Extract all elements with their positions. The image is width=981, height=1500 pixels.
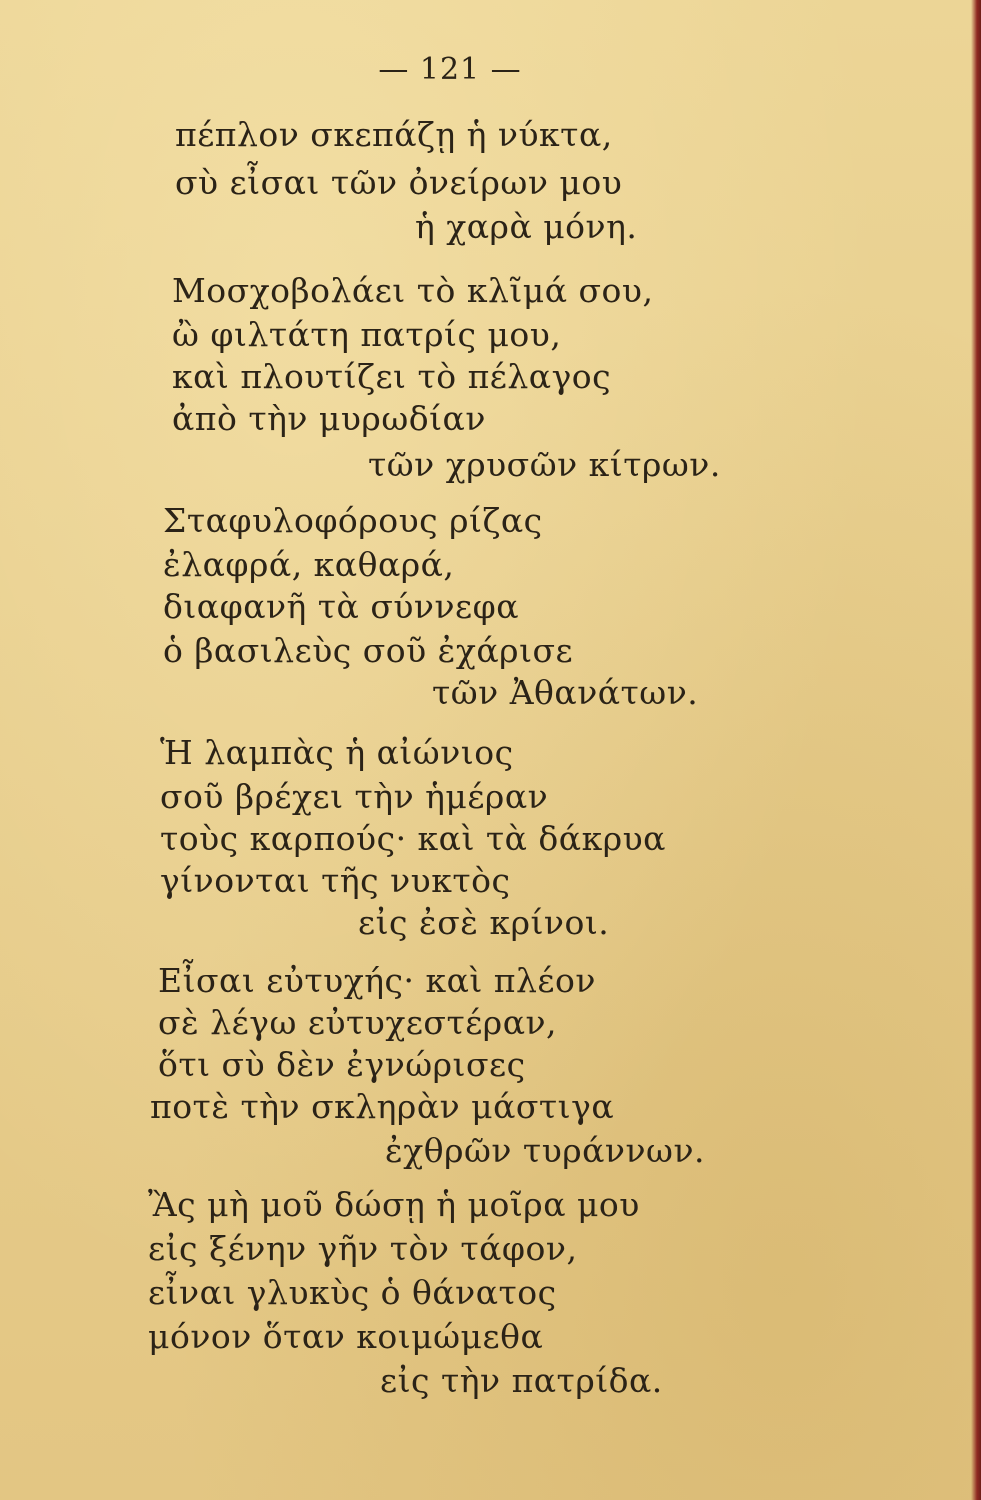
verse-line: ἐλαφρά, καθαρά,: [163, 545, 455, 584]
verse-line: ὅτι σὺ δὲν ἐγνώρισες: [158, 1045, 526, 1084]
verse-line: Σταφυλοφόρους ρίζας: [163, 501, 543, 540]
verse-line: Εἶσαι εὐτυχής· καὶ πλέον: [158, 961, 596, 1000]
verse-line: σὲ λέγω εὐτυχεστέραν,: [158, 1003, 558, 1042]
verse-line: εἰς ξένην γῆν τὸν τάφον,: [148, 1229, 578, 1268]
verse-line: Ἂς μὴ μοῦ δώσῃ ἡ μοῖρα μου: [148, 1185, 640, 1224]
verse-line: ὢ φιλτάτη πατρίς μου,: [172, 315, 562, 354]
verse-line: ποτὲ τὴν σκληρὰν μάστιγα: [150, 1087, 615, 1126]
verse-line: Ἡ λαμπὰς ἡ αἰώνιος: [160, 733, 514, 772]
verse-line: ἐχθρῶν τυράννων.: [385, 1131, 706, 1170]
verse-line: τοὺς καρπούς· καὶ τὰ δάκρυα: [160, 819, 666, 858]
verse-line: πέπλον σκεπάζῃ ἡ νύκτα,: [175, 115, 613, 154]
page-edge: [971, 0, 981, 1500]
verse-line: εἰς τὴν πατρίδα.: [380, 1361, 663, 1400]
verse-line: σὺ εἶσαι τῶν ὀνείρων μου: [175, 163, 623, 202]
verse-line: εἶναι γλυκὺς ὁ θάνατος: [148, 1273, 557, 1312]
verse-line: ἡ χαρὰ μόνη.: [415, 207, 638, 246]
verse-line: εἰς ἐσὲ κρίνοι.: [358, 903, 610, 942]
verse-line: ἀπὸ τὴν μυρωδίαν: [172, 399, 486, 438]
verse-line: σοῦ βρέχει τὴν ἡμέραν: [160, 777, 549, 816]
verse-line: τῶν χρυσῶν κίτρων.: [368, 445, 721, 484]
verse-line: καὶ πλουτίζει τὸ πέλαγος: [172, 357, 612, 396]
verse-line: ὁ βασιλεὺς σοῦ ἐχάρισε: [163, 631, 574, 670]
verse-line: γίνονται τῆς νυκτὸς: [160, 861, 511, 900]
page-number: — 121 —: [378, 52, 522, 87]
verse-line: διαφανῆ τὰ σύννεφα: [163, 587, 520, 626]
verse-line: Μοσχοβολάει τὸ κλῖμά σου,: [172, 271, 654, 310]
verse-line: τῶν Ἀθανάτων.: [432, 673, 699, 712]
verse-line: μόνον ὅταν κοιμώμεθα: [148, 1317, 544, 1356]
